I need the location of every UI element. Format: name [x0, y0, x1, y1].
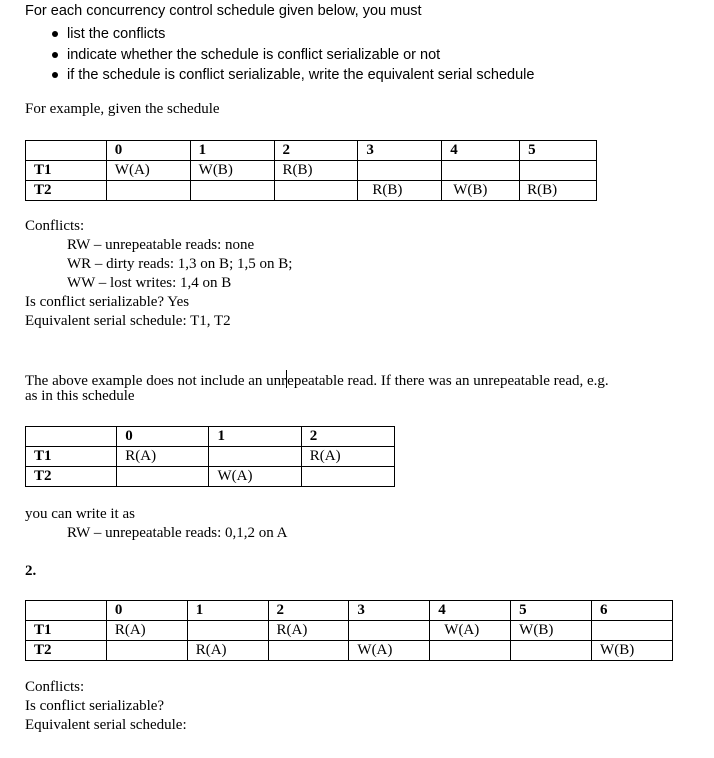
conflict-line-rw: RW – unrepeatable reads: none [67, 237, 255, 253]
bullet-icon [52, 52, 58, 58]
equivalent-schedule: Equivalent serial schedule: T1, T2 [25, 313, 231, 329]
table-row: T1 W(A) W(B) R(B) [26, 161, 597, 181]
example-intro: For example, given the schedule [25, 101, 220, 117]
serializable-answer: Is conflict serializable? Yes [25, 294, 190, 310]
q2-equivalent-prompt: Equivalent serial schedule: [25, 717, 187, 733]
bullet-icon [52, 72, 58, 78]
conflicts-label: Conflicts: [25, 218, 85, 234]
schedule-table-example [25, 140, 597, 201]
write-as-text: you can write it as [25, 506, 135, 522]
list-item: if the schedule is conflict serializable, write the equivalent serial schedule [50, 65, 534, 86]
write-as-line: RW – unrepeatable reads: 0,1,2 on A [67, 525, 288, 541]
table-row: T1 R(A) R(A) [26, 447, 395, 467]
list-item: list the conflicts [50, 24, 534, 45]
intro-text: For each concurrency control schedule given below, you must [25, 3, 422, 19]
table-header-row: 0 1 2 3 4 5 [26, 141, 597, 161]
conflict-line-wr: WR – dirty reads: 1,3 on B; 1,5 on B; [67, 256, 293, 272]
table-row: T2 R(B) W(B) R(B) [26, 181, 597, 201]
table-header-row: 0 1 2 [26, 427, 395, 447]
q2-serializable-prompt: Is conflict serializable? [25, 698, 165, 714]
list-item: indicate whether the schedule is conflict serializable or not [50, 45, 534, 66]
table-row: T2 W(A) [26, 467, 395, 487]
schedule-table-question-2 [25, 600, 673, 661]
paragraph-line: as in this schedule [25, 388, 135, 404]
table-row: T2 R(A) W(A) W(B) [26, 641, 673, 661]
q2-conflicts-label: Conflicts: [25, 679, 85, 695]
paragraph-line: The above example does not include an unrepeatable read. If there was an unrepeatable read, e.g. [25, 370, 609, 390]
bullet-icon [52, 31, 58, 37]
schedule-table-unrepeatable [25, 426, 395, 487]
conflict-line-ww: WW – lost writes: 1,4 on B [67, 275, 232, 291]
table-header-row: 0 1 2 3 4 5 6 [26, 601, 673, 621]
table-row: T1 R(A) R(A) W(A) W(B) [26, 621, 673, 641]
question-number: 2. [25, 563, 37, 579]
instruction-list [50, 24, 534, 86]
